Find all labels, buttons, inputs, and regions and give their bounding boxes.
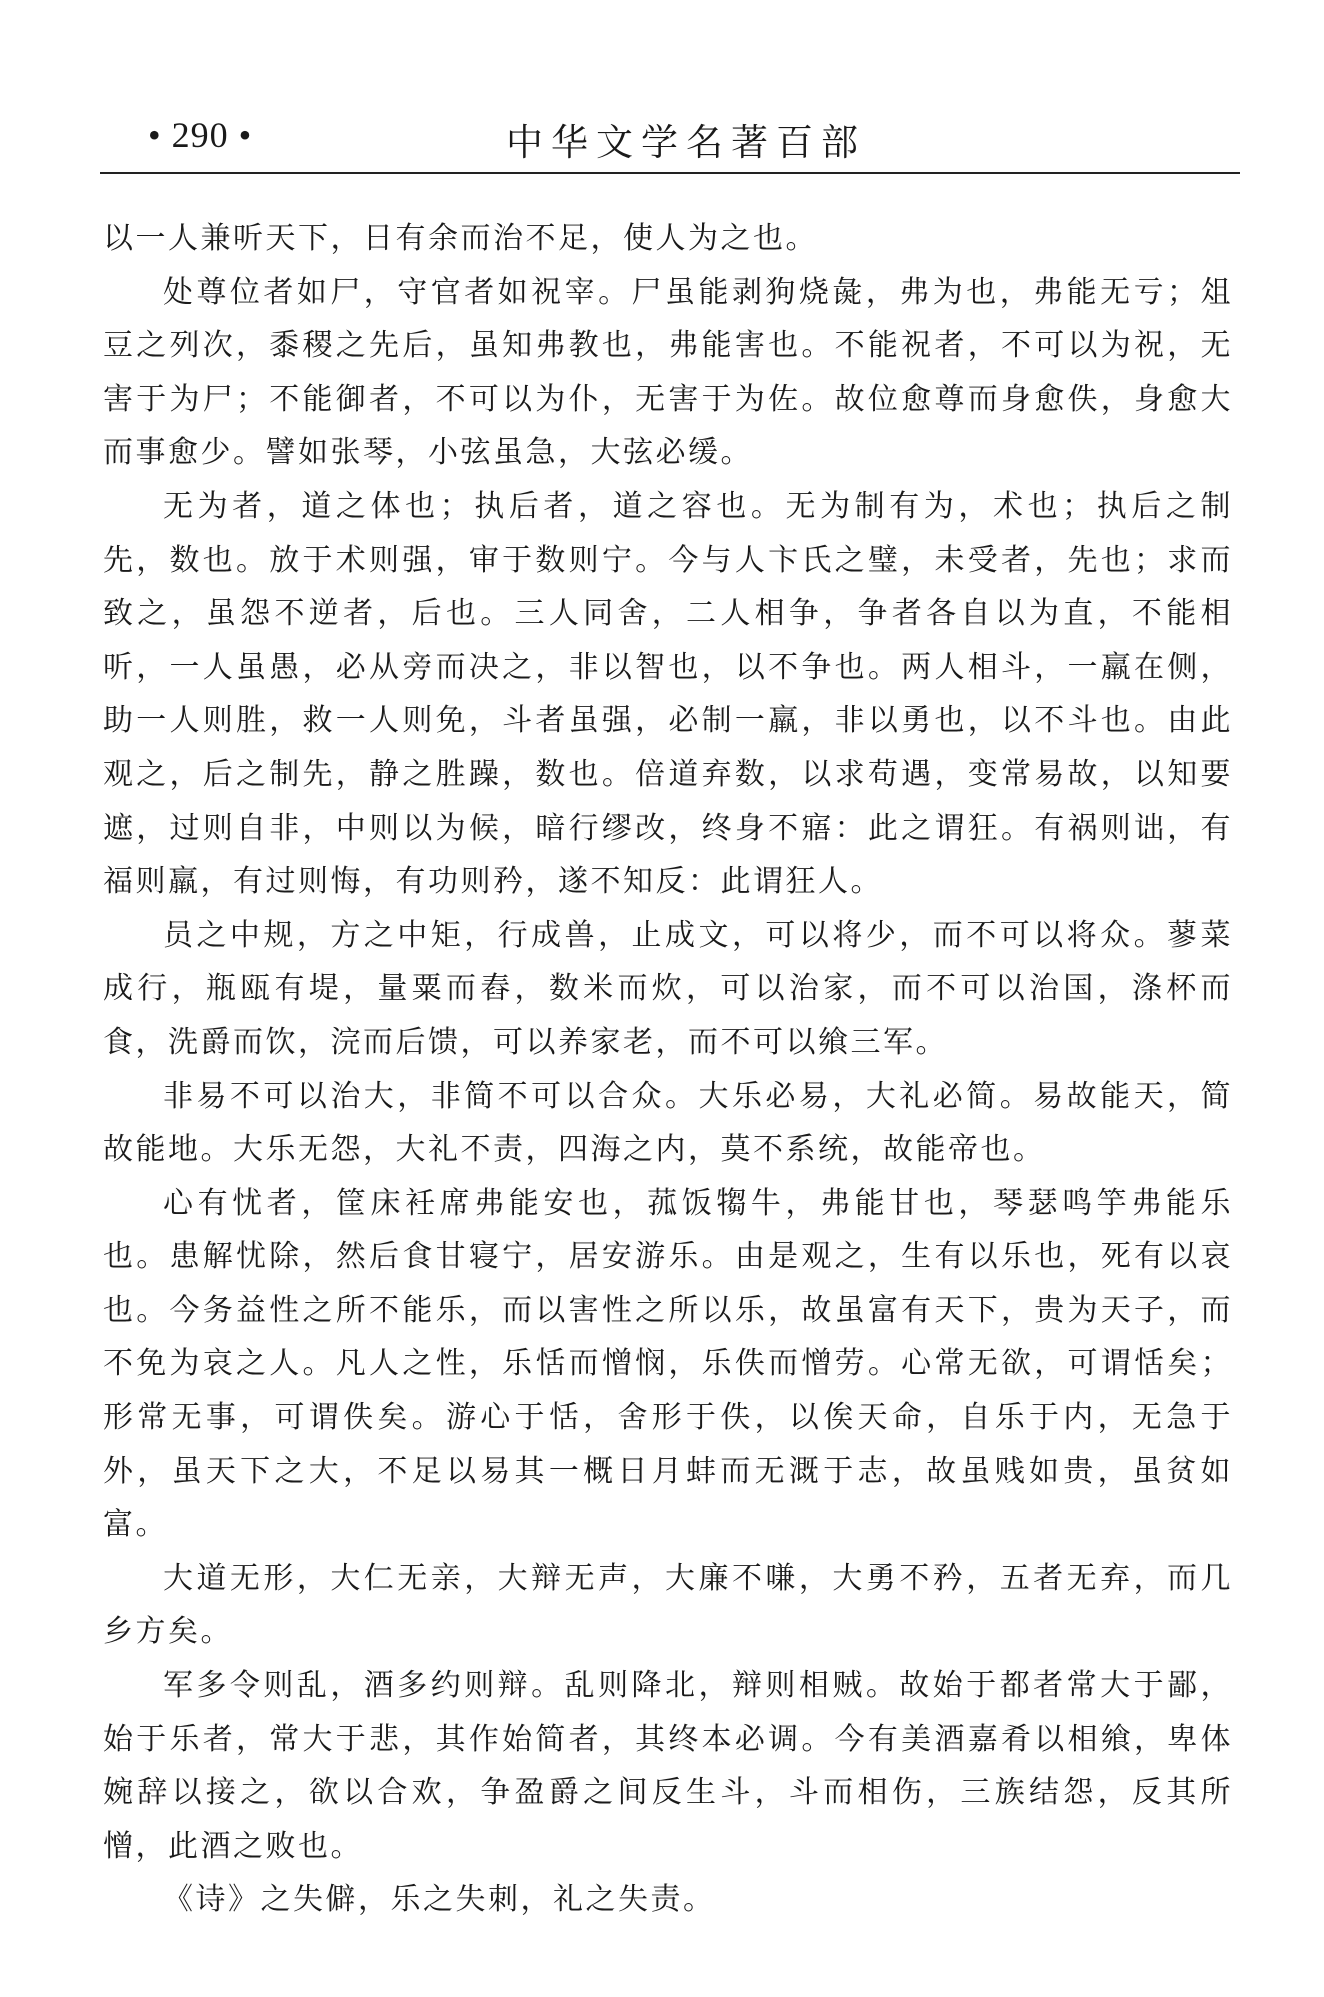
- paragraph: 大道无形，大仁无亲，大辩无声，大廉不嗛，大勇不矜，五者无弃，而几乡方矣。: [103, 1560, 1233, 1650]
- paragraph: 处尊位者如尸，守官者如祝宰。尸虽能剥狗烧彘，弗为也，弗能无亏；俎豆之列次，黍稷之先后，虽知弗教也，弗能害也。不能祝者，不可以为祝，无害于为尸；不能御者，不可以为仆，无害于为佐。故位愈尊而身愈佚，身愈大而事愈少。譬如张琴，小弦虽急，大弦必缓。: [103, 274, 1233, 471]
- page-number: • 290 •: [148, 115, 253, 155]
- body-text: [103, 212, 1233, 1927]
- paragraph: 无为者，道之体也；执后者，道之容也。无为制有为，术也；执后之制先，数也。放于术则强，审于数则宁。今与人卞氏之璧，未受者，先也；求而致之，虽怨不逆者，后也。三人同舍，二人相争，争者各自以为直，不能相听，一人虽愚，必从旁而决之，非以智也，以不争也。两人相斗，一羸在侧，助一人则胜，救一人则免，斗者虽强，必制一羸，非以勇也，以不斗也。由此观之，后之制先，静之胜躁，数也。倍道弃数，以求苟遇，变常易故，以知要遮，过则自非，中则以为候，暗行缪改，终身不寤：此之谓狂。有祸则诎，有福则羸，有过则悔，有功则矜，遂不知反：此谓狂人。: [103, 488, 1233, 900]
- book-title: 中华文学名著百部: [506, 121, 866, 164]
- paragraph: 《诗》之失僻，乐之失刺，礼之失责。: [163, 1882, 716, 1918]
- paragraph: 非易不可以治大，非简不可以合众。大乐必易，大礼必简。易故能天，简故能地。大乐无怨，大礼不责，四海之内，莫不系统，故能帝也。: [103, 1078, 1233, 1168]
- paragraph: 员之中规，方之中矩，行成兽，止成文，可以将少，而不可以将众。蓼菜成行，瓶瓯有堤，量粟而舂，数米而炊，可以治家，而不可以治国，涤杯而食，洗爵而饮，浣而后馈，可以养家老，而不可以飨三军。: [103, 917, 1233, 1060]
- paragraph: 以一人兼听天下，日有余而治不足，使人为之也。: [103, 221, 818, 256]
- paragraph: 心有忧者，筐床衽席弗能安也，菰饭犓牛，弗能甘也，琴瑟鸣竽弗能乐也。患解忧除，然后食甘寝宁，居安游乐。由是观之，生有以乐也，死有以哀也。今务益性之所不能乐，而以害性之所以乐，故虽富有天下，贵为天子，而不免为哀之人。凡人之性，乐恬而憎悯，乐佚而憎劳。心常无欲，可谓恬矣；形常无事，可谓佚矣。游心于恬，舍形于佚，以俟天命，自乐于内，无急于外，虽天下之大，不足以易其一概日月蚌而无溉于志，故虽贱如贵，虽贫如富。: [103, 1185, 1233, 1543]
- paragraph: 军多令则乱，酒多约则辩。乱则降北，辩则相贼。故始于都者常大于鄙，始于乐者，常大于悲，其作始简者，其终本必调。今有美酒嘉肴以相飨，卑体婉辞以接之，欲以合欢，争盈爵之间反生斗，斗而相伤，三族结怨，反其所憎，此酒之败也。: [103, 1668, 1233, 1864]
- header-rule: [100, 172, 1240, 174]
- page-header: [100, 108, 1240, 172]
